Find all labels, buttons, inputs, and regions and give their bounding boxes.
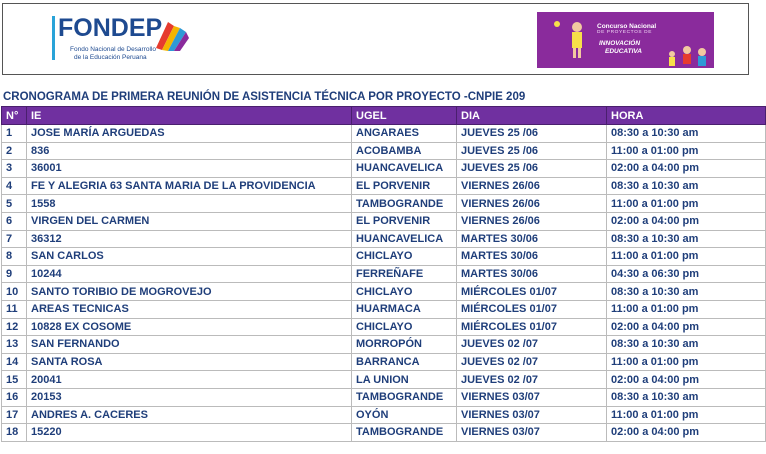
- table-row: [2, 318, 766, 336]
- cell-ugel: MORROPÓN: [352, 336, 457, 354]
- table-row: [2, 424, 766, 442]
- cell-ie: VIRGEN DEL CARMEN: [27, 212, 352, 230]
- cell-dia: VIERNES 03/07: [457, 406, 607, 424]
- table-row: [2, 336, 766, 354]
- cell-number: 16: [2, 388, 27, 406]
- logo-name: FONDEP: [58, 14, 163, 42]
- column-header-ugel: UGEL: [352, 107, 457, 125]
- cell-hora: 11:00 a 01:00 pm: [607, 406, 766, 424]
- cell-dia: JUEVES 02 /07: [457, 336, 607, 354]
- cell-dia: JUEVES 02 /07: [457, 353, 607, 371]
- cell-dia: JUEVES 25 /06: [457, 142, 607, 160]
- cell-dia: MIÉRCOLES 01/07: [457, 318, 607, 336]
- table-row: [2, 283, 766, 301]
- table-row: [2, 265, 766, 283]
- table-row: [2, 230, 766, 248]
- cell-dia: MARTES 30/06: [457, 248, 607, 266]
- cell-number: 13: [2, 336, 27, 354]
- cell-ie: SAN FERNANDO: [27, 336, 352, 354]
- logo-subtitle-line2: de la Educación Peruana: [74, 54, 147, 61]
- cell-number: 2: [2, 142, 27, 160]
- table-row: [2, 177, 766, 195]
- table-row: [2, 195, 766, 213]
- cell-ugel: FERREÑAFE: [352, 265, 457, 283]
- cell-ugel: CHICLAYO: [352, 248, 457, 266]
- cell-hora: 02:00 a 04:00 pm: [607, 160, 766, 178]
- cell-ie: JOSE MARÍA ARGUEDAS: [27, 125, 352, 143]
- cell-number: 17: [2, 406, 27, 424]
- cell-ie: AREAS TECNICAS: [27, 300, 352, 318]
- cell-hora: 02:00 a 04:00 pm: [607, 424, 766, 442]
- cell-hora: 08:30 a 10:30 am: [607, 388, 766, 406]
- cell-number: 12: [2, 318, 27, 336]
- table-row: [2, 248, 766, 266]
- book-icon: [154, 18, 190, 52]
- cell-ugel: EL PORVENIR: [352, 177, 457, 195]
- cell-ugel: CHICLAYO: [352, 283, 457, 301]
- cell-number: 9: [2, 265, 27, 283]
- table-header-row: [2, 107, 766, 125]
- banner-line2: DE PROYECTOS DE: [597, 30, 653, 35]
- cell-number: 5: [2, 195, 27, 213]
- cell-dia: MIÉRCOLES 01/07: [457, 300, 607, 318]
- cell-number: 4: [2, 177, 27, 195]
- cell-dia: MARTES 30/06: [457, 265, 607, 283]
- cell-ugel: ACOBAMBA: [352, 142, 457, 160]
- cell-number: 18: [2, 424, 27, 442]
- cell-number: 6: [2, 212, 27, 230]
- cell-ugel: LA UNION: [352, 371, 457, 389]
- schedule-title: CRONOGRAMA DE PRIMERA REUNIÓN DE ASISTENCIA TÉCNICA POR PROYECTO -CNPIE 209: [3, 91, 526, 103]
- cell-hora: 11:00 a 01:00 pm: [607, 248, 766, 266]
- cell-hora: 02:00 a 04:00 pm: [607, 212, 766, 230]
- cell-hora: 11:00 a 01:00 pm: [607, 195, 766, 213]
- table-row: [2, 300, 766, 318]
- cell-dia: JUEVES 02 /07: [457, 371, 607, 389]
- cell-ie: 36001: [27, 160, 352, 178]
- cell-number: 15: [2, 371, 27, 389]
- cell-ugel: EL PORVENIR: [352, 212, 457, 230]
- logo-subtitle: [70, 46, 156, 62]
- cell-ie: FE Y ALEGRIA 63 SANTA MARIA DE LA PROVIDENCIA: [27, 177, 352, 195]
- cell-hora: 11:00 a 01:00 pm: [607, 142, 766, 160]
- cell-dia: MIÉRCOLES 01/07: [457, 283, 607, 301]
- table-body: [2, 125, 766, 442]
- fondep-logo: [48, 10, 198, 68]
- cell-number: 11: [2, 300, 27, 318]
- banner-line1: Concurso Nacional: [597, 23, 657, 30]
- cell-ugel: HUANCAVELICA: [352, 160, 457, 178]
- cell-ie: SANTO TORIBIO DE MOGROVEJO: [27, 283, 352, 301]
- logo-subtitle-line1: Fondo Nacional de Desarrollo: [70, 46, 156, 53]
- table-row: [2, 142, 766, 160]
- cell-ie: 1558: [27, 195, 352, 213]
- cell-hora: 08:30 a 10:30 am: [607, 177, 766, 195]
- cell-hora: 08:30 a 10:30 am: [607, 125, 766, 143]
- cell-dia: VIERNES 03/07: [457, 424, 607, 442]
- cell-dia: VIERNES 03/07: [457, 388, 607, 406]
- cell-ie: 15220: [27, 424, 352, 442]
- cell-ie: 20041: [27, 371, 352, 389]
- cell-number: 1: [2, 125, 27, 143]
- cell-ugel: TAMBOGRANDE: [352, 424, 457, 442]
- schedule-table: [1, 106, 766, 442]
- table-row: [2, 160, 766, 178]
- cell-hora: 11:00 a 01:00 pm: [607, 353, 766, 371]
- cell-dia: MARTES 30/06: [457, 230, 607, 248]
- cell-number: 8: [2, 248, 27, 266]
- cell-dia: VIERNES 26/06: [457, 195, 607, 213]
- table-row: [2, 406, 766, 424]
- cell-ie: 20153: [27, 388, 352, 406]
- cell-ie: 36312: [27, 230, 352, 248]
- column-header-dia: DIA: [457, 107, 607, 125]
- cell-ie: SANTA ROSA: [27, 353, 352, 371]
- table-row: [2, 353, 766, 371]
- cell-ugel: TAMBOGRANDE: [352, 195, 457, 213]
- cell-ie: 10244: [27, 265, 352, 283]
- cell-ugel: CHICLAYO: [352, 318, 457, 336]
- cell-ie: 836: [27, 142, 352, 160]
- innovation-contest-banner: [537, 12, 714, 68]
- cell-hora: 08:30 a 10:30 am: [607, 230, 766, 248]
- cell-hora: 08:30 a 10:30 am: [607, 283, 766, 301]
- cell-hora: 04:30 a 06:30 pm: [607, 265, 766, 283]
- cell-dia: VIERNES 26/06: [457, 177, 607, 195]
- cell-ie: 10828 EX COSOME: [27, 318, 352, 336]
- cell-number: 7: [2, 230, 27, 248]
- column-header-hora: HORA: [607, 107, 766, 125]
- cell-hora: 02:00 a 04:00 pm: [607, 318, 766, 336]
- cell-hora: 02:00 a 04:00 pm: [607, 371, 766, 389]
- cell-hora: 11:00 a 01:00 pm: [607, 300, 766, 318]
- cell-ie: SAN CARLOS: [27, 248, 352, 266]
- cell-number: 14: [2, 353, 27, 371]
- cell-dia: VIERNES 26/06: [457, 212, 607, 230]
- cell-number: 3: [2, 160, 27, 178]
- table-row: [2, 371, 766, 389]
- cell-dia: JUEVES 25 /06: [457, 125, 607, 143]
- cell-number: 10: [2, 283, 27, 301]
- cell-dia: JUEVES 25 /06: [457, 160, 607, 178]
- cell-ugel: BARRANCA: [352, 353, 457, 371]
- cell-ugel: TAMBOGRANDE: [352, 388, 457, 406]
- cell-ugel: OYÓN: [352, 406, 457, 424]
- table-row: [2, 125, 766, 143]
- cell-ugel: ANGARAES: [352, 125, 457, 143]
- cell-hora: 08:30 a 10:30 am: [607, 336, 766, 354]
- cell-ugel: HUANCAVELICA: [352, 230, 457, 248]
- cell-ie: ANDRES A. CACERES: [27, 406, 352, 424]
- cell-ugel: HUARMACA: [352, 300, 457, 318]
- column-header-ie: IE: [27, 107, 352, 125]
- banner-line4: EDUCATIVA: [605, 48, 642, 55]
- header-box: [2, 3, 749, 75]
- column-header-number: N°: [2, 107, 27, 125]
- banner-line3: INNOVACIÓN: [599, 40, 641, 47]
- table-row: [2, 212, 766, 230]
- logo-accent-bar: [52, 16, 55, 60]
- table-row: [2, 388, 766, 406]
